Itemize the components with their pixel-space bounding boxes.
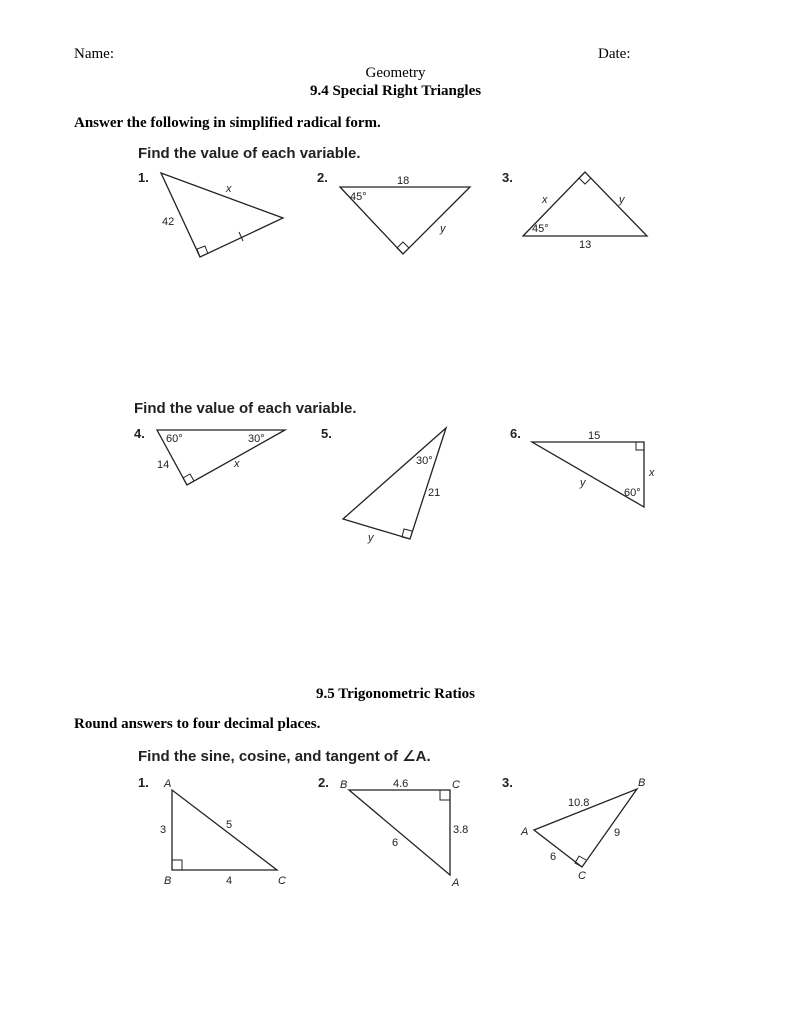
trig3-vertex-A: A bbox=[521, 826, 529, 838]
trig2-vertex-C: C bbox=[452, 779, 460, 791]
fig1-label-42: 42 bbox=[162, 216, 175, 228]
trig1-label-4: 4 bbox=[226, 875, 233, 887]
fig1-label-x: x bbox=[226, 183, 232, 195]
trig1-vertex-C: C bbox=[278, 875, 286, 887]
fig5-label-30: 30° bbox=[416, 455, 433, 467]
fig5-label-21: 21 bbox=[428, 487, 441, 499]
trig3-label-6: 6 bbox=[550, 851, 557, 863]
instruction-9-5: Round answers to four decimal places. bbox=[74, 716, 321, 732]
subject-title: Geometry bbox=[365, 65, 426, 81]
fig6-label-15: 15 bbox=[588, 430, 601, 442]
section-title-9-5: 9.5 Trigonometric Ratios bbox=[315, 686, 475, 702]
fig4-label-30: 30° bbox=[248, 433, 265, 445]
trig1-vertex-B: B bbox=[164, 875, 172, 887]
heading-sine-cosine-tangent: Find the sine, cosine, and tangent of ∠A. bbox=[138, 748, 431, 765]
fig2-label-45: 45° bbox=[350, 191, 367, 203]
trig-problem-number-1: 1. bbox=[138, 775, 149, 790]
fig3-label-x: x bbox=[542, 194, 548, 206]
trig3-vertex-B: B bbox=[638, 777, 646, 789]
problem-number-3: 3. bbox=[502, 170, 513, 185]
trig2-vertex-B: B bbox=[340, 779, 348, 791]
trig2-label-6: 6 bbox=[392, 837, 399, 849]
fig2-label-y: y bbox=[440, 223, 446, 235]
trig1-label-5: 5 bbox=[226, 819, 233, 831]
fig2-label-18: 18 bbox=[397, 175, 410, 187]
trig2-label-4-6: 4.6 bbox=[393, 778, 409, 790]
trig-problem-number-3: 3. bbox=[502, 775, 513, 790]
problem-number-2: 2. bbox=[317, 170, 328, 185]
fig6-label-y: y bbox=[580, 477, 586, 489]
fig5-label-y: y bbox=[368, 532, 374, 544]
problem-number-6: 6. bbox=[510, 426, 521, 441]
name-label: Name: bbox=[74, 46, 114, 62]
fig4-label-60: 60° bbox=[166, 433, 183, 445]
problem-number-4: 4. bbox=[134, 426, 145, 441]
fig4-label-14: 14 bbox=[157, 459, 170, 471]
fig3-label-y: y bbox=[619, 194, 625, 206]
trig3-label-9: 9 bbox=[614, 827, 621, 839]
problem-number-1: 1. bbox=[138, 170, 149, 185]
heading-find-variable-b: Find the value of each variable. bbox=[134, 400, 357, 417]
trig1-label-3: 3 bbox=[160, 824, 167, 836]
section-title-9-4: 9.4 Special Right Triangles bbox=[309, 83, 482, 99]
heading-find-variable-a: Find the value of each variable. bbox=[138, 145, 361, 162]
trig3-vertex-C: C bbox=[578, 870, 586, 882]
date-label: Date: bbox=[598, 46, 631, 62]
trig2-vertex-A: A bbox=[452, 877, 460, 889]
fig6-label-60: 60° bbox=[624, 487, 641, 499]
fig3-label-13: 13 bbox=[579, 239, 592, 251]
fig3-label-45: 45° bbox=[532, 223, 549, 235]
instruction-9-4: Answer the following in simplified radical form. bbox=[74, 115, 381, 131]
trig-problem-number-2: 2. bbox=[318, 775, 329, 790]
fig6-label-x: x bbox=[649, 467, 655, 479]
fig4-label-x: x bbox=[234, 458, 240, 470]
problem-number-5: 5. bbox=[321, 426, 332, 441]
trig3-label-10-8: 10.8 bbox=[568, 797, 590, 809]
trig1-vertex-A: A bbox=[164, 778, 172, 790]
trig2-label-3-8: 3.8 bbox=[453, 824, 469, 836]
